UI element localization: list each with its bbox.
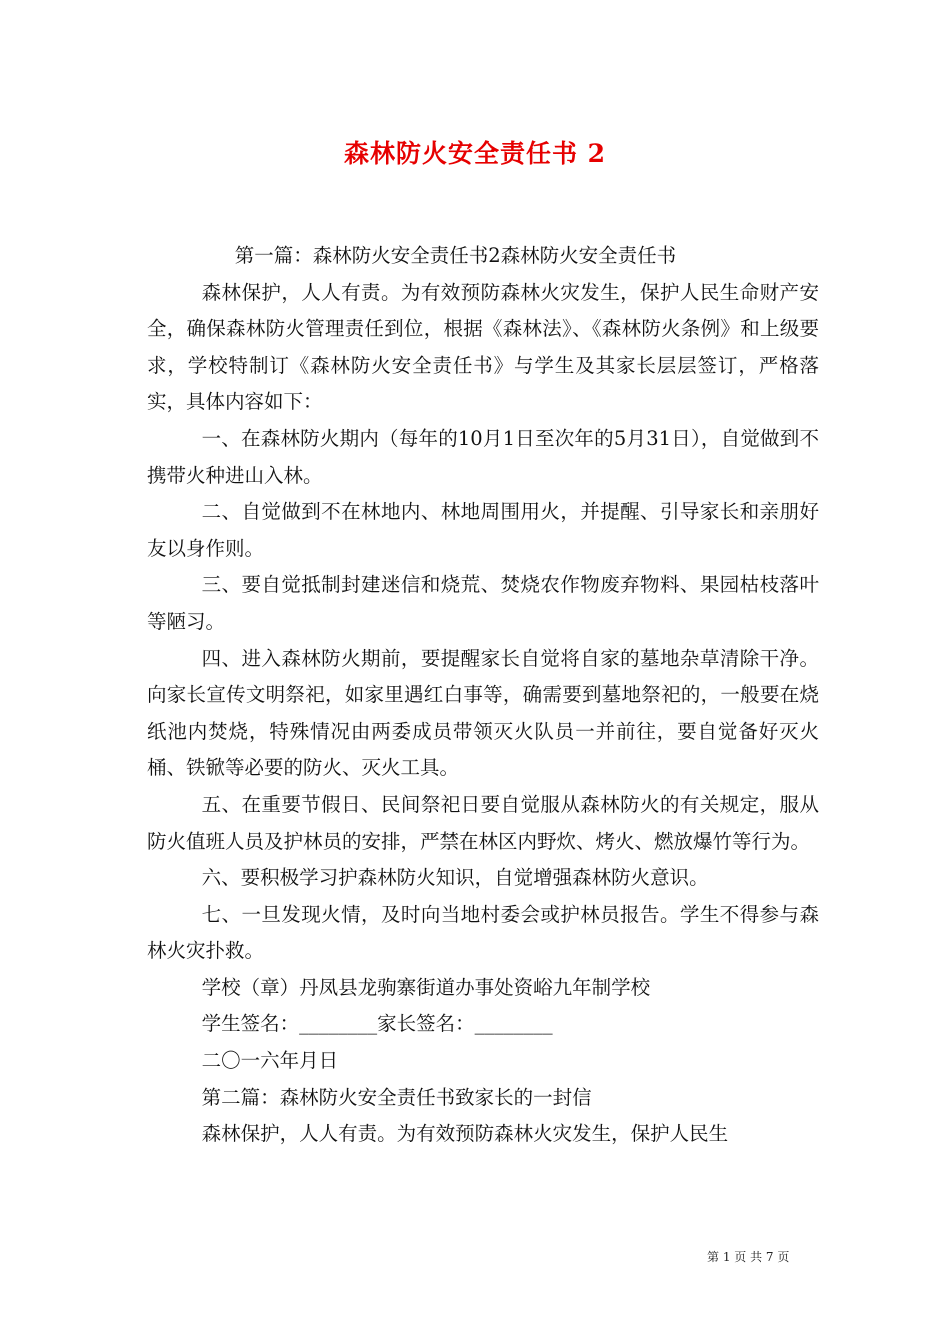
paragraph-item-3: 三、要自觉抵制封建迷信和烧荒、焚烧农作物废弃物料、果园枯枝落叶等陋习。 <box>147 573 819 633</box>
date-line: 二〇一六年月日 <box>201 1049 339 1073</box>
section-heading-1: 第一篇：森林防火安全责任书2森林防火安全责任书 <box>234 244 677 267</box>
paragraph-letter-intro: 森林保护，人人有责。为有效预防森林火灾发生，保护人民生 <box>201 1122 729 1146</box>
paragraph-item-6: 六、要积极学习护森林防火知识，自觉增强森林防火意识。 <box>201 866 709 890</box>
school-seal-line: 学校（章）丹凤县龙驹寨街道办事处资峪九年制学校 <box>201 975 651 999</box>
paragraph-item-1: 一、在森林防火期内（每年的10月1日至次年的5月31日），自觉做到不携带火种进山入林。 <box>147 426 819 487</box>
section-heading-2: 第二篇：森林防火安全责任书致家长的一封信 <box>201 1085 592 1109</box>
paragraph-item-5: 五、在重要节假日、民间祭祀日要自觉服从森林防火的有关规定，服从防火值班人员及护林员的安排，严禁在林区内野炊、烤火、燃放爆竹等行为。 <box>147 792 819 853</box>
document-title: 森林防火安全责任书 2 <box>343 139 607 168</box>
paragraph-item-2: 二、自觉做到不在林地内、林地周围用火，并提醒、引导家长和亲朋好友以身作则。 <box>147 500 819 560</box>
signature-line: 学生签名：________家长签名：________ <box>201 1012 553 1036</box>
paragraph-intro: 森林保护，人人有责。为有效预防森林火灾发生，保护人民生命财产安全，确保森林防火管理责任到位，根据《森林法》、《森林防火条例》和上级要求，学校特制订《森林防火安全责任书》与学生及其家长层层签订，严格落实，具体内容如下： <box>147 280 819 414</box>
page-number: 第 1 页 共 7 页 <box>707 1250 790 1264</box>
document-body <box>147 238 819 1153</box>
paragraph-item-7: 七、一旦发现火情，及时向当地村委会或护林员报告。学生不得参与森林火灾扑救。 <box>147 902 819 963</box>
paragraph-item-4: 四、进入森林防火期前，要提醒家长自觉将自家的墓地杂草清除干净。向家长宣传文明祭祀，如家里遇红白事等，确需要到墓地祭祀的，一般要在烧纸池内焚烧，特殊情况由两委成员带领灭火队员一并前往，要自觉备好灭火桶、铁锨等必要的防火、灭火工具。 <box>147 646 819 780</box>
